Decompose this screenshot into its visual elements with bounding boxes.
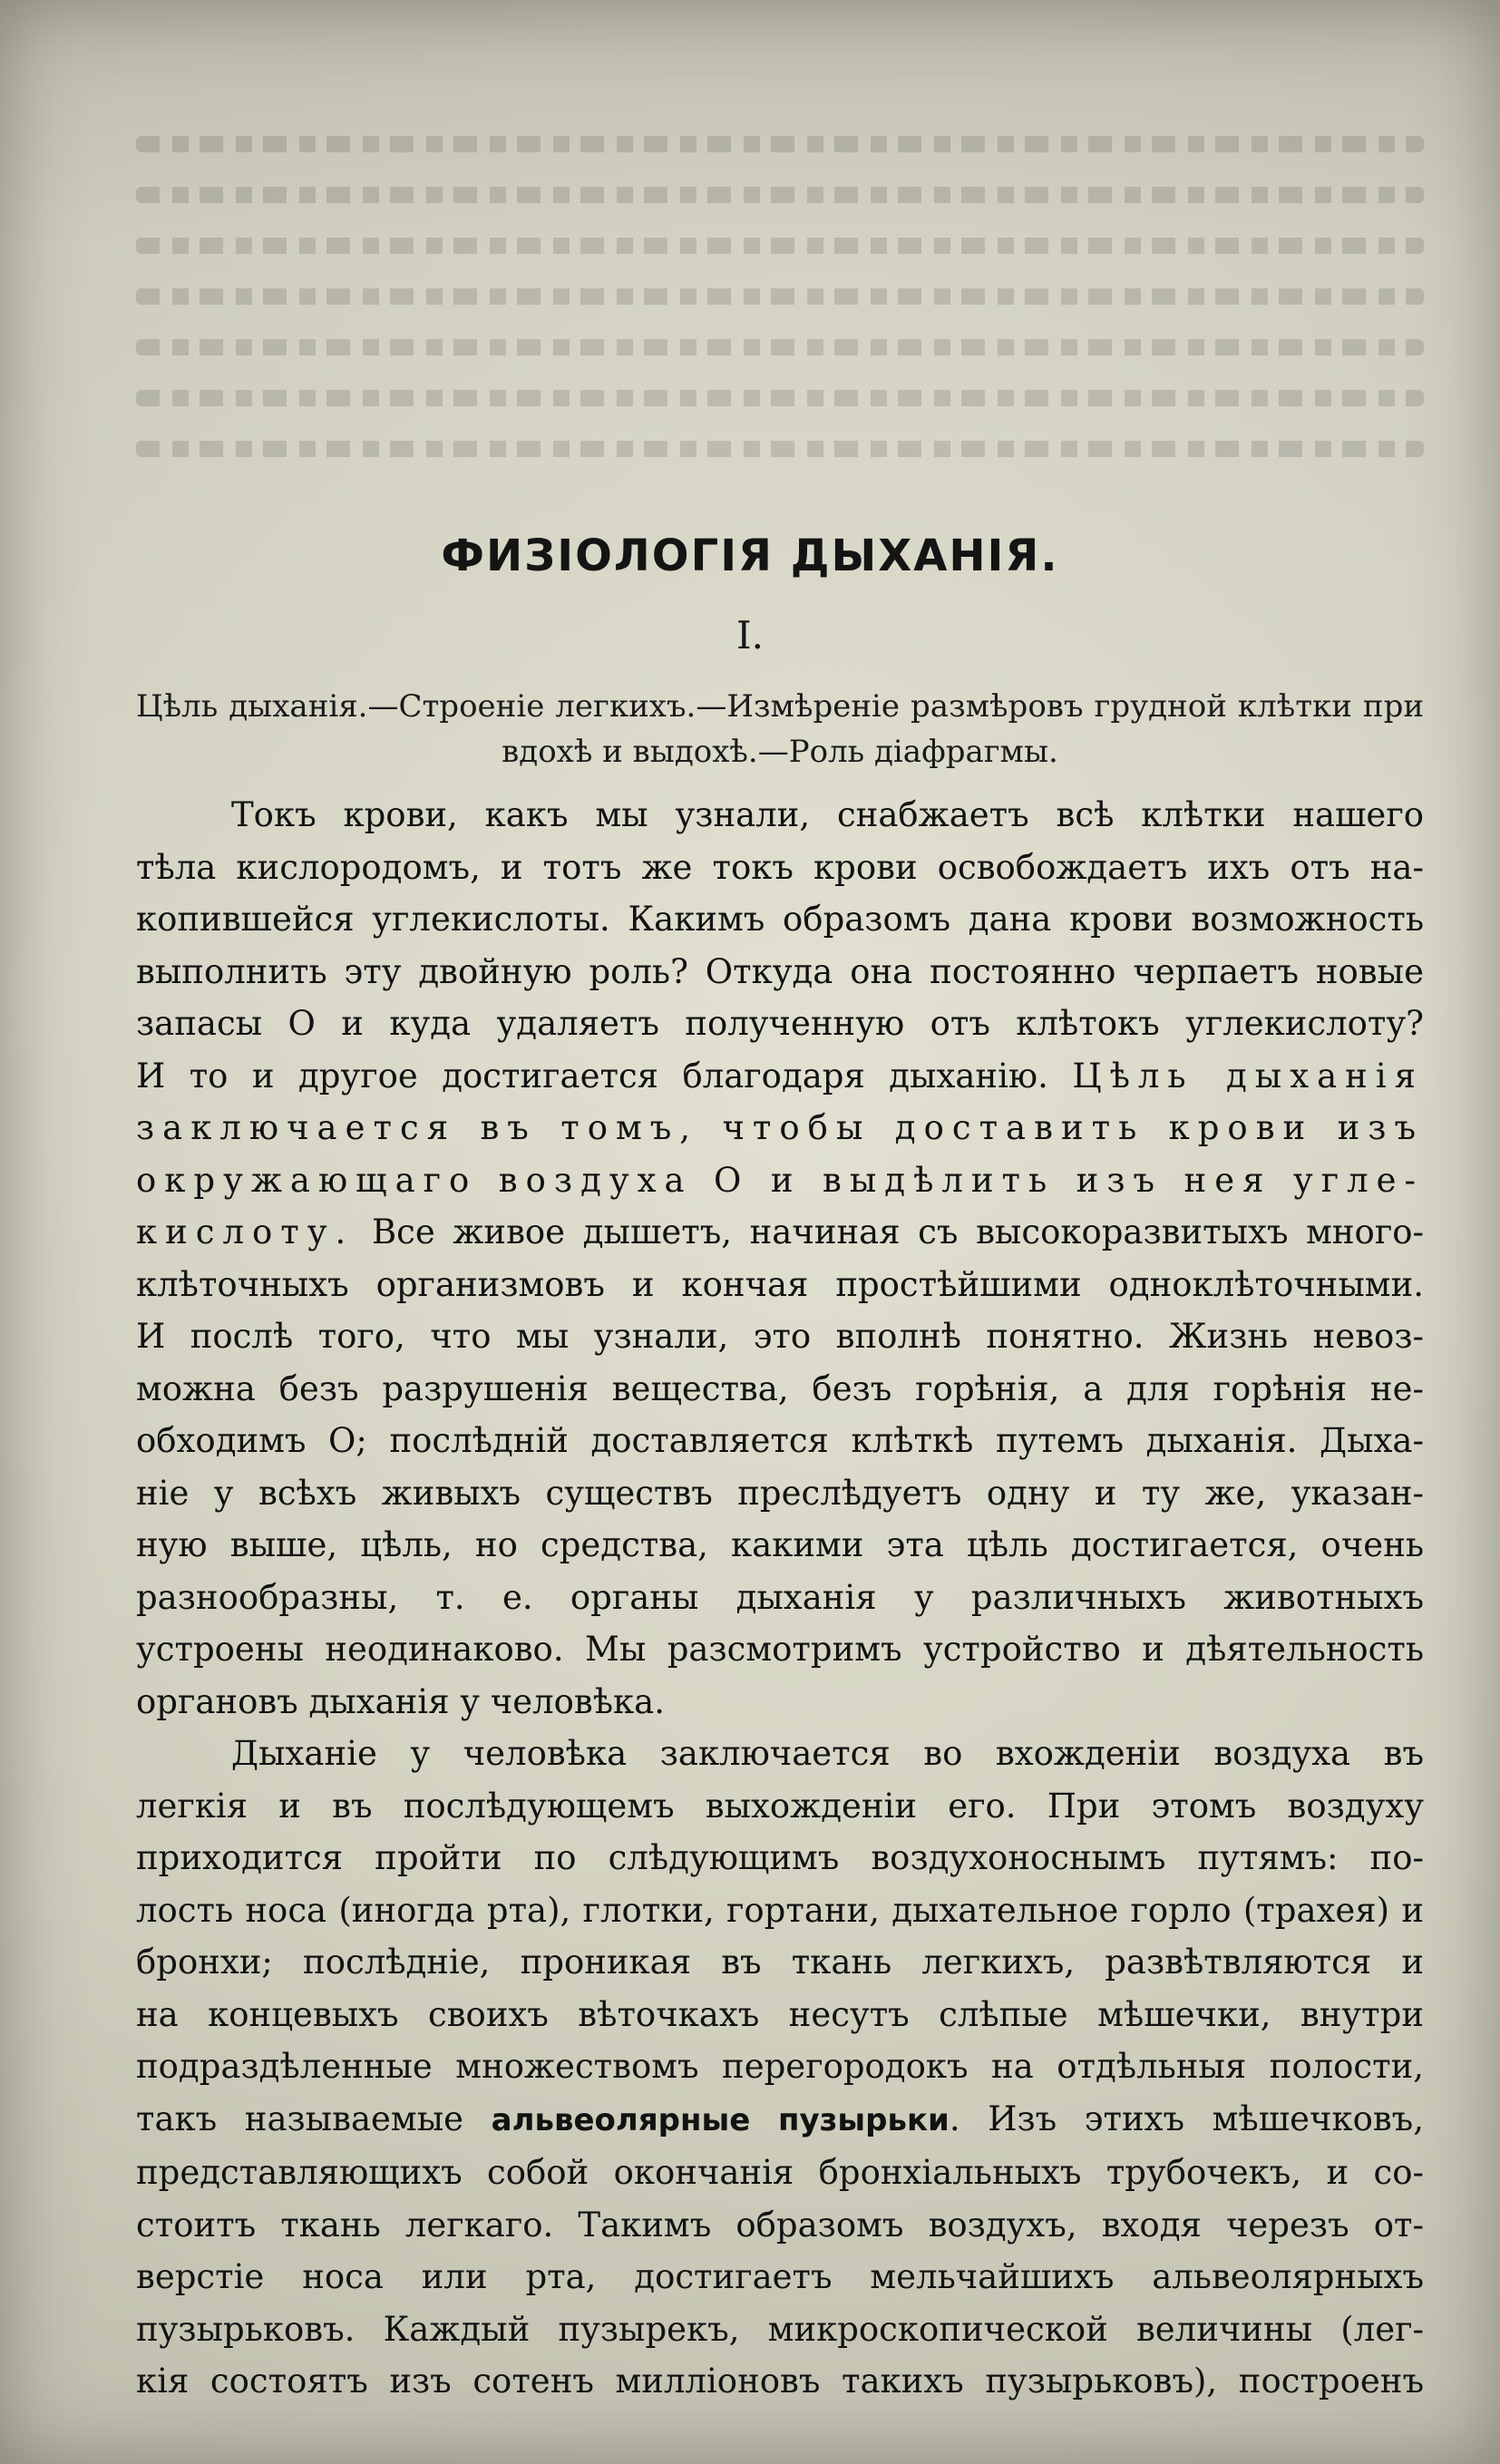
text-line: ніе у всѣхъ живыхъ существъ преслѣдуетъ одну и ту же, указан- [136, 1473, 1424, 1513]
section-number: I. [736, 613, 764, 657]
text-line: на концевыхъ своихъ вѣточкахъ несутъ слѣпые мѣшечки, внутри [136, 1994, 1424, 2034]
text-line: тѣла кислородомъ, и тотъ же токъ крови освобождаетъ ихъ отъ на- [136, 847, 1424, 887]
bleed-through-text [136, 136, 1424, 517]
text-line: стоитъ ткань легкаго. Такимъ образомъ воздухъ, входя черезъ от- [136, 2205, 1424, 2245]
text-line: выполнить эту двойную роль? Откуда она постоянно черпаетъ новые [136, 951, 1424, 991]
emphasis-line: окружающаго воздуха О и выдѣлить изъ нея угле- [136, 1160, 1424, 1200]
text-line: ную выше, цѣль, но средства, какими эта цѣль достигается, очень [136, 1525, 1424, 1564]
text-line: пузырьковъ. Каждый пузырекъ, микроскопической величины (лег- [136, 2309, 1424, 2349]
paragraph-2 [136, 1728, 1424, 2408]
emphasis-spaced: кислоту. [136, 1213, 355, 1251]
text-line: запасы О и куда удаляетъ полученную отъ клѣтокъ углекислоту? [136, 1004, 1424, 1043]
text-line: приходится пройти по слѣдующимъ воздухоноснымъ путямъ: по- [136, 1838, 1424, 1877]
text-line: Токъ крови, какъ мы узнали, снабжаетъ всѣ клѣтки нашего [231, 795, 1424, 834]
text-line: Дыханіе у человѣка заключается во вхожденіи воздуха въ [231, 1734, 1424, 1773]
text-line [136, 2093, 1424, 2147]
text-fragment: такъ называемые [136, 2099, 464, 2138]
text-line: органовъ дыханія у человѣка. [136, 1681, 665, 1721]
emphasis-line: заключается въ томъ, чтобы доставить крови изъ [136, 1108, 1424, 1147]
text-fragment: Все живое дышетъ, начиная съ высокоразвитыхъ много- [371, 1213, 1424, 1251]
text-line: И послѣ того, что мы узнали, это вполнѣ понятно. Жизнь невоз- [136, 1317, 1424, 1356]
text-line: подраздѣленные множествомъ перегородокъ на отдѣльныя полости, [136, 2047, 1424, 2086]
emphasis-spaced: Цѣль дыханія [1072, 1056, 1425, 1096]
text-line: верстіе носа или рта, достигаетъ мельчайшихъ альвеолярныхъ [136, 2257, 1424, 2296]
text-line: клѣточныхъ организмовъ и кончая простѣйшими одноклѣточными. [136, 1264, 1424, 1304]
text-line: представляющихъ собой окончанія бронхіальныхъ трубочекъ, и со- [136, 2153, 1424, 2192]
section-summary [136, 684, 1424, 774]
text-fragment: . Изъ этихъ мѣшечковъ, [949, 2099, 1424, 2138]
text-line: кія состоятъ изъ сотенъ милліоновъ такихъ пузырьковъ), построенъ [136, 2362, 1424, 2401]
text-fragment: И то и другое достигается благодаря дыханію. [136, 1056, 1048, 1096]
text-line: устроены неодинаково. Мы разсмотримъ устройство и дѣятельность [136, 1630, 1424, 1669]
bold-term: альвеолярные пузырьки [491, 2101, 950, 2138]
text-line: обходимъ О; послѣдній доставляется клѣткѣ путемъ дыханія. Дыха- [136, 1421, 1424, 1460]
summary-line-1: Цѣль дыханія.—Строеніе легкихъ.—Измѣреніе размѣровъ грудной клѣтки при [136, 688, 1424, 725]
text-line: легкія и въ послѣдующемъ выхожденіи его. При этомъ воздуху [136, 1786, 1424, 1826]
text-line: можна безъ разрушенія вещества, безъ горѣнія, а для горѣнія не- [136, 1368, 1424, 1408]
summary-line-2: вдохѣ и выдохѣ.—Роль діафрагмы. [502, 734, 1058, 770]
text-line: разнообразны, т. е. органы дыханія у различныхъ животныхъ [136, 1577, 1424, 1617]
text-line [136, 1206, 1424, 1259]
paragraph-1 [136, 789, 1424, 1728]
chapter-title: ФИЗІОЛОГІЯ ДЫХАНІЯ. [441, 531, 1059, 581]
text-line [136, 1050, 1424, 1103]
text-line: бронхи; послѣдніе, проникая въ ткань легкихъ, развѣтвляются и [136, 1943, 1424, 1982]
body-text [136, 789, 1424, 2408]
text-line: лость носа (иногда рта), глотки, гортани, дыхательное горло (трахея) и [136, 1890, 1424, 1930]
text-line: копившейся углекислоты. Какимъ образомъ дана крови возможность [136, 900, 1424, 939]
